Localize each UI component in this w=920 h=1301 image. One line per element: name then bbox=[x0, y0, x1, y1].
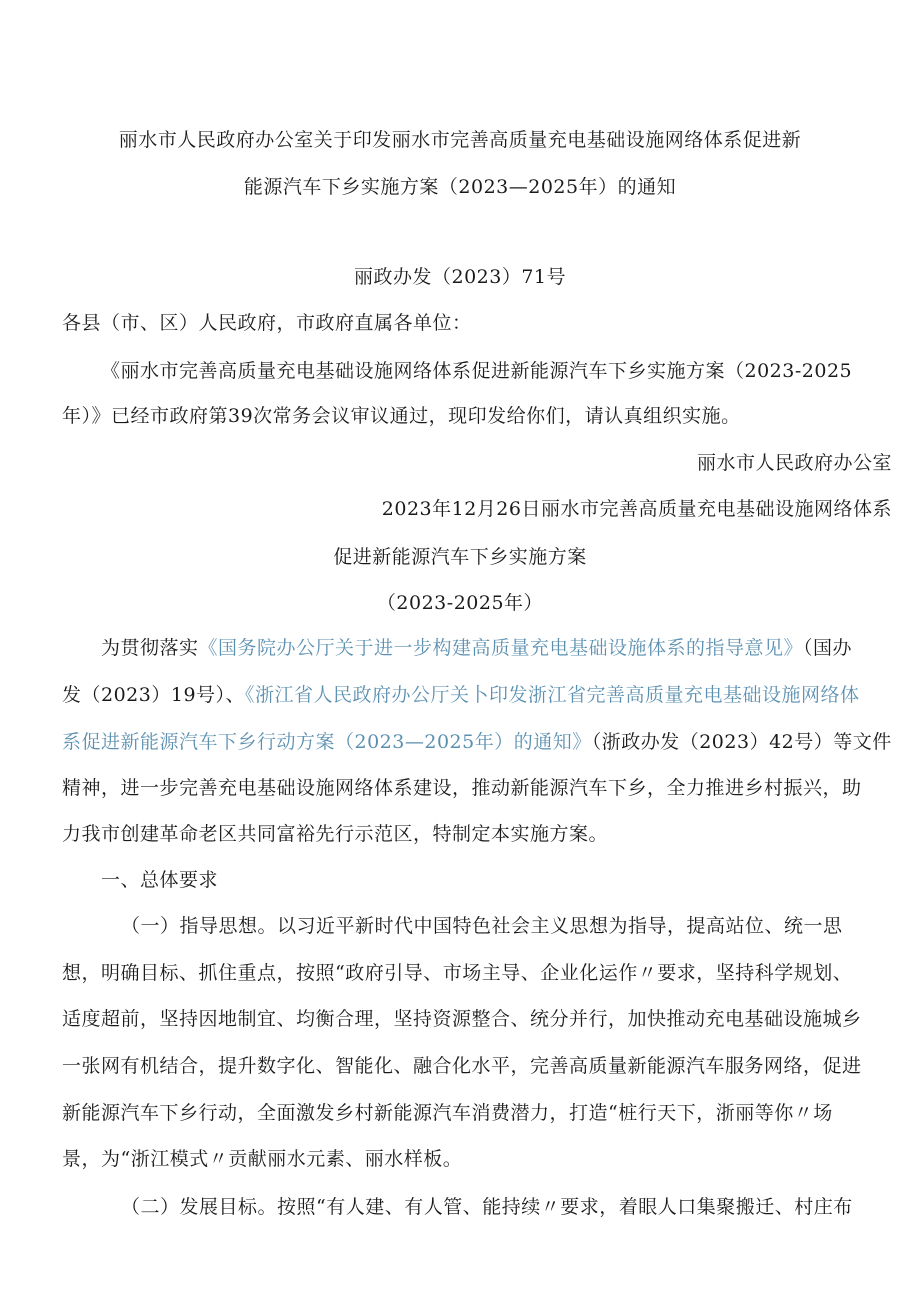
guiding-line-1: （一）指导思想。以习近平新时代中国特色社会主义思想为指导，提高站位、统一思 bbox=[121, 915, 843, 937]
guiding-line-5: 新能源汽车下乡行动，全面激发乡村新能源汽车消费潜力，打造“桩行天下，浙丽等你〃场 bbox=[62, 1102, 833, 1124]
issuer: 丽水市人民政府办公室 bbox=[696, 452, 892, 474]
guiding-line-3: 适度超前，坚持因地制宜、均衡合理，坚持资源整合、统分并行，加快推动充电基础设施城乡 bbox=[62, 1008, 862, 1030]
intro-line-2 bbox=[62, 683, 860, 707]
plan-title-line-3: （2023-2025年） bbox=[376, 592, 544, 614]
notice-body-line-1: 《丽水市完善高质量充电基础设施网络体系促进新能源汽车下乡实施方案（2023-2025 bbox=[101, 360, 853, 382]
date-plan-title-line-1: 2023年12月26日丽水市完善高质量充电基础设施网络体系 bbox=[381, 498, 892, 520]
intro-doc-ref-2: （浙政办发（2023）42号）等文件 bbox=[591, 731, 892, 753]
zhejiang-notice-link-part-2[interactable]: 系促进新能源汽车下乡行动方案（2023—2025年）的通知》 bbox=[62, 731, 592, 753]
section-1-heading: 一、总体要求 bbox=[101, 869, 219, 891]
goals-line-1: （二）发展目标。按照“有人建、有人管、能持续〃要求，着眼人口集聚搬迁、村庄布 bbox=[121, 1196, 853, 1218]
guiding-line-4: 一张网有机结合，提升数字化、智能化、融合化水平，完善高质量新能源汽车服务网络，促进 bbox=[62, 1055, 862, 1077]
zhejiang-notice-link-part-1[interactable]: 《浙江省人民政府办公厅关卜印发浙江省完善高质量充电基础设施网络体 bbox=[245, 684, 860, 706]
doc-number: 丽政办发（2023）71号 bbox=[353, 266, 567, 288]
intro-prefix: 为贯彻落实 bbox=[101, 637, 199, 659]
intro-line-3 bbox=[62, 730, 892, 754]
intro-line-1 bbox=[101, 636, 852, 660]
guiding-line-6: 景，为“浙江模式〃贡献丽水元素、丽水样板。 bbox=[62, 1148, 463, 1170]
intro-line-4: 精神，进一步完善充电基础设施网络体系建设，推动新能源汽车下乡，全力推进乡村振兴，助 bbox=[62, 777, 862, 799]
doc-title-line-1: 丽水市人民政府办公室关于印发丽水市完善高质量充电基础设施网络体系促进新 bbox=[118, 129, 802, 151]
doc-title-line-2: 能源汽车下乡实施方案（2023—2025年）的通知 bbox=[243, 176, 677, 198]
guiding-line-2: 想，明确目标、抓住重点，按照“政府引导、市场主导、企业化运作〃要求，坚持科学规划、 bbox=[62, 962, 853, 984]
state-council-guideline-link[interactable]: 《国务院办公厅关于进一步构建高质量充电基础设施体系的指导意见》 bbox=[198, 637, 804, 659]
plan-title-line-2: 促进新能源汽车下乡实施方案 bbox=[333, 546, 587, 568]
notice-body-line-2: 年）》已经市政府第39次常务会议审议通过，现印发给你们，请认真组织实施。 bbox=[62, 405, 741, 427]
intro-doc-ref-1: 发（2023）19号）、 bbox=[62, 684, 246, 706]
intro-suffix: （国办 bbox=[803, 637, 853, 659]
addressee: 各县（市、区）人民政府，市政府直属各单位： bbox=[62, 312, 472, 334]
intro-line-5: 力我市创建革命老区共同富裕先行示范区，特制定本实施方案。 bbox=[62, 823, 609, 845]
